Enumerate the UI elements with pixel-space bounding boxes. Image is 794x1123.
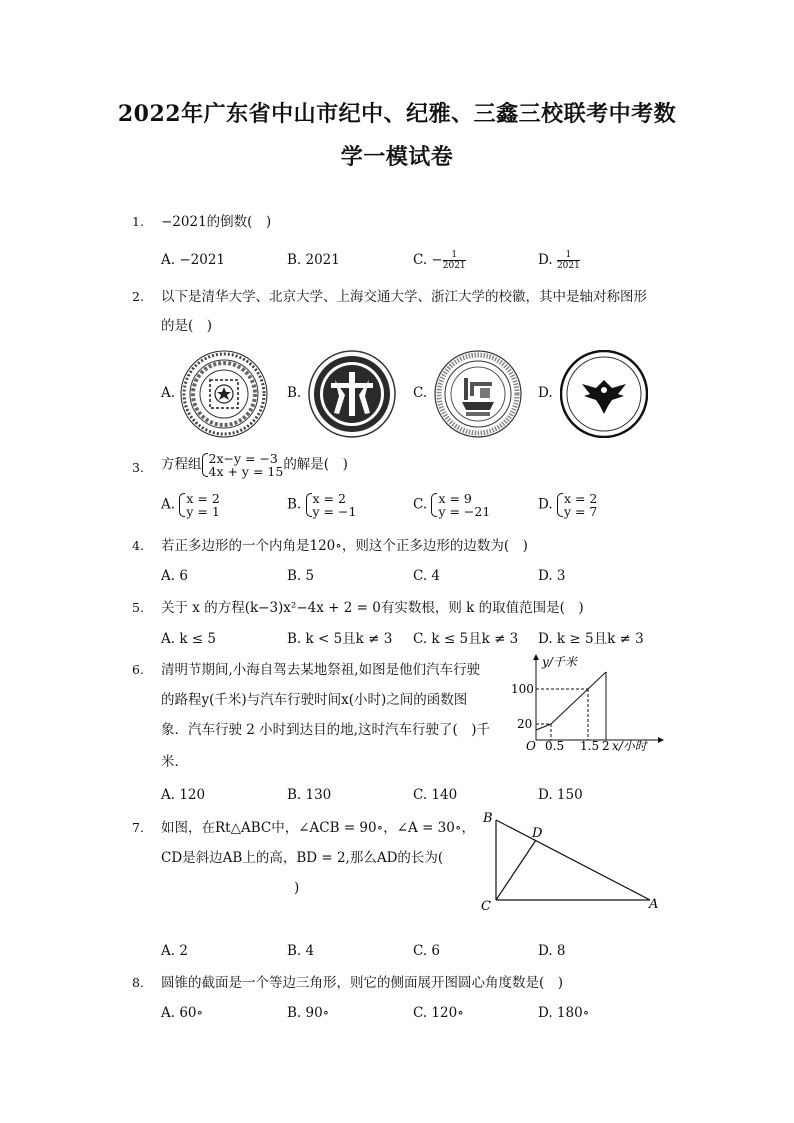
q6-line2: 的路程y(千米)与汽车行驶时间x(小时)之间的函数图	[161, 692, 468, 708]
tsinghua-emblem-icon	[180, 350, 268, 438]
q7-triangle-figure	[478, 808, 666, 912]
q1-stem: −2021的倒数( )	[161, 214, 272, 230]
q8-option-c: C. 120∘	[413, 1005, 464, 1021]
q6-option-a: A. 120	[161, 787, 206, 803]
q3-option-d	[538, 492, 597, 518]
q1-option-d-fraction	[557, 250, 580, 271]
q2-option-d: D.	[538, 385, 553, 401]
q6-option-d: D. 150	[538, 787, 583, 803]
q5-number: 5.	[132, 600, 144, 615]
q2-stem-line2: 的是( )	[161, 318, 213, 334]
q5-option-a: A. k ≤ 5	[161, 631, 216, 647]
q3-b-line1: x = 2	[312, 491, 346, 506]
q3-number: 3.	[132, 460, 144, 475]
q8-stem: 圆锥的截面是一个等边三角形，则它的侧面展开图圆心角度数是( )	[161, 975, 564, 991]
q7-line3: )	[294, 880, 300, 896]
q8-option-a: A. 60∘	[161, 1005, 204, 1021]
q6-y-axis-arrow	[533, 654, 539, 660]
q6-line3: 象．汽车行驶 2 小时到达目的地,这时汽车行驶了( )千	[161, 722, 490, 738]
q8-option-b: B. 90∘	[287, 1005, 330, 1021]
q2-option-c: C.	[413, 385, 428, 401]
q5-option-d: D. k ≥ 5且k ≠ 3	[538, 631, 644, 647]
q6-segment-1	[536, 724, 551, 730]
q4-option-a: A. 6	[161, 568, 188, 584]
q1-option-d	[538, 250, 580, 271]
q3-c-line2: y = −21	[438, 504, 491, 519]
paper-title-line2: 学一模试卷	[340, 144, 454, 170]
q7-label-d: D	[532, 826, 543, 841]
q7-option-c: C. 6	[413, 943, 441, 959]
q6-tick-2: 2	[602, 739, 610, 753]
q3-option-a-label: A.	[161, 496, 176, 513]
q4-option-c: C. 4	[413, 568, 441, 584]
paper-title-line1: 2022年广东省中山市纪中、纪雅、三鑫三校联考中考数	[117, 101, 677, 127]
q6-segment-2	[551, 672, 606, 724]
q7-label-b: B	[483, 811, 493, 826]
q7-side-ab	[496, 820, 650, 900]
q3-d-line2: y = 7	[563, 504, 598, 519]
q3-stem-post: 的解是( )	[283, 456, 348, 473]
q3-equation-system	[202, 452, 284, 478]
q3-stem-pre: 方程组	[161, 456, 202, 473]
q1-option-b: B. 2021	[287, 252, 340, 268]
q7-option-b: B. 4	[287, 943, 315, 959]
q6-line4: 米．	[161, 754, 188, 770]
q6-tick-1-5: 1.5	[580, 739, 600, 753]
q6-distance-time-graph	[508, 652, 666, 754]
q3-option-c-label: C.	[413, 496, 428, 513]
q3-option-b-system	[306, 492, 357, 518]
q7-label-c: C	[481, 899, 491, 912]
q1-option-c	[413, 250, 466, 271]
q3-c-line1: x = 9	[438, 491, 472, 506]
zju-emblem-icon	[560, 350, 648, 438]
q5-option-b: B. k < 5且k ≠ 3	[287, 631, 393, 647]
q7-line2: CD是斜边AB上的高，BD = 2,那么AD的长为(	[161, 850, 444, 866]
q3-option-b-label: B.	[287, 496, 302, 513]
q3-stem	[161, 452, 348, 478]
q3-d-line1: x = 2	[563, 491, 598, 506]
q7-number: 7.	[132, 820, 144, 835]
q2-number: 2.	[132, 289, 144, 304]
q6-tick-20: 20	[517, 717, 533, 731]
q4-option-b: B. 5	[287, 568, 315, 584]
q7-option-d: D. 8	[538, 943, 566, 959]
q6-option-b: B. 130	[287, 787, 332, 803]
q2-option-b: B.	[287, 385, 302, 401]
q6-x-label: x/小时	[612, 739, 647, 753]
q6-line1: 清明节期间,小海自驾去某地祭祖,如图是他们汽车行驶	[161, 662, 481, 678]
q4-stem: 若正多边形的一个内角是120∘，则这个正多边形的边数为( )	[161, 538, 528, 554]
q3-option-c-system	[431, 492, 490, 518]
q4-number: 4.	[132, 538, 144, 553]
q6-x-axis-arrow	[658, 737, 664, 743]
q3-eq1: 2x−y = −3	[208, 451, 278, 466]
q3-option-a-system	[179, 492, 219, 518]
q8-option-d: D. 180∘	[538, 1005, 590, 1021]
q4-option-d: D. 3	[538, 568, 566, 584]
q7-altitude-cd	[496, 840, 536, 900]
q6-tick-100: 100	[511, 682, 534, 696]
q7-option-a: A. 2	[161, 943, 188, 959]
q6-origin: O	[526, 739, 536, 753]
q6-tick-0-5: 0.5	[545, 739, 565, 753]
q3-option-d-label: D.	[538, 496, 553, 513]
q3-option-d-system	[557, 492, 597, 518]
q1-option-c-label: C. −	[413, 252, 443, 268]
q3-option-b	[287, 492, 356, 518]
q6-y-label: y/千米	[542, 655, 577, 669]
q3-a-line1: x = 2	[186, 491, 220, 506]
q1-c-frac-num: 1	[443, 250, 466, 261]
q2-stem-line1: 以下是清华大学、北京大学、上海交通大学、浙江大学的校徽，其中是轴对称图形	[161, 289, 647, 305]
q1-d-frac-num: 1	[557, 250, 580, 261]
q3-b-line2: y = −1	[312, 504, 357, 519]
q1-option-d-label: D.	[538, 252, 553, 268]
q8-number: 8.	[132, 975, 144, 990]
sjtu-emblem-icon	[434, 350, 522, 438]
q1-d-frac-den: 2021	[556, 261, 580, 271]
q1-option-a: A. −2021	[161, 252, 225, 268]
q1-option-c-fraction	[443, 250, 466, 271]
q7-label-a: A	[649, 897, 659, 912]
q7-line1: 如图，在Rt△ABC中，∠ACB = 90∘，∠A = 30∘，	[161, 820, 475, 836]
q3-option-a	[161, 492, 220, 518]
q6-number: 6.	[132, 662, 144, 677]
q3-option-c	[413, 492, 490, 518]
q3-eq2: 4x + y = 15	[208, 464, 284, 479]
q3-a-line2: y = 1	[186, 504, 220, 519]
q2-option-a: A.	[161, 385, 176, 401]
peking-emblem-icon	[308, 350, 396, 438]
q1-number: 1.	[132, 214, 144, 229]
q1-c-frac-den: 2021	[442, 261, 466, 271]
q6-option-c: C. 140	[413, 787, 458, 803]
q5-stem: 关于 x 的方程(k−3)x²−4x + 2 = 0有实数根，则 k 的取值范围是( )	[161, 600, 584, 616]
q5-option-c: C. k ≤ 5且k ≠ 3	[413, 631, 519, 647]
